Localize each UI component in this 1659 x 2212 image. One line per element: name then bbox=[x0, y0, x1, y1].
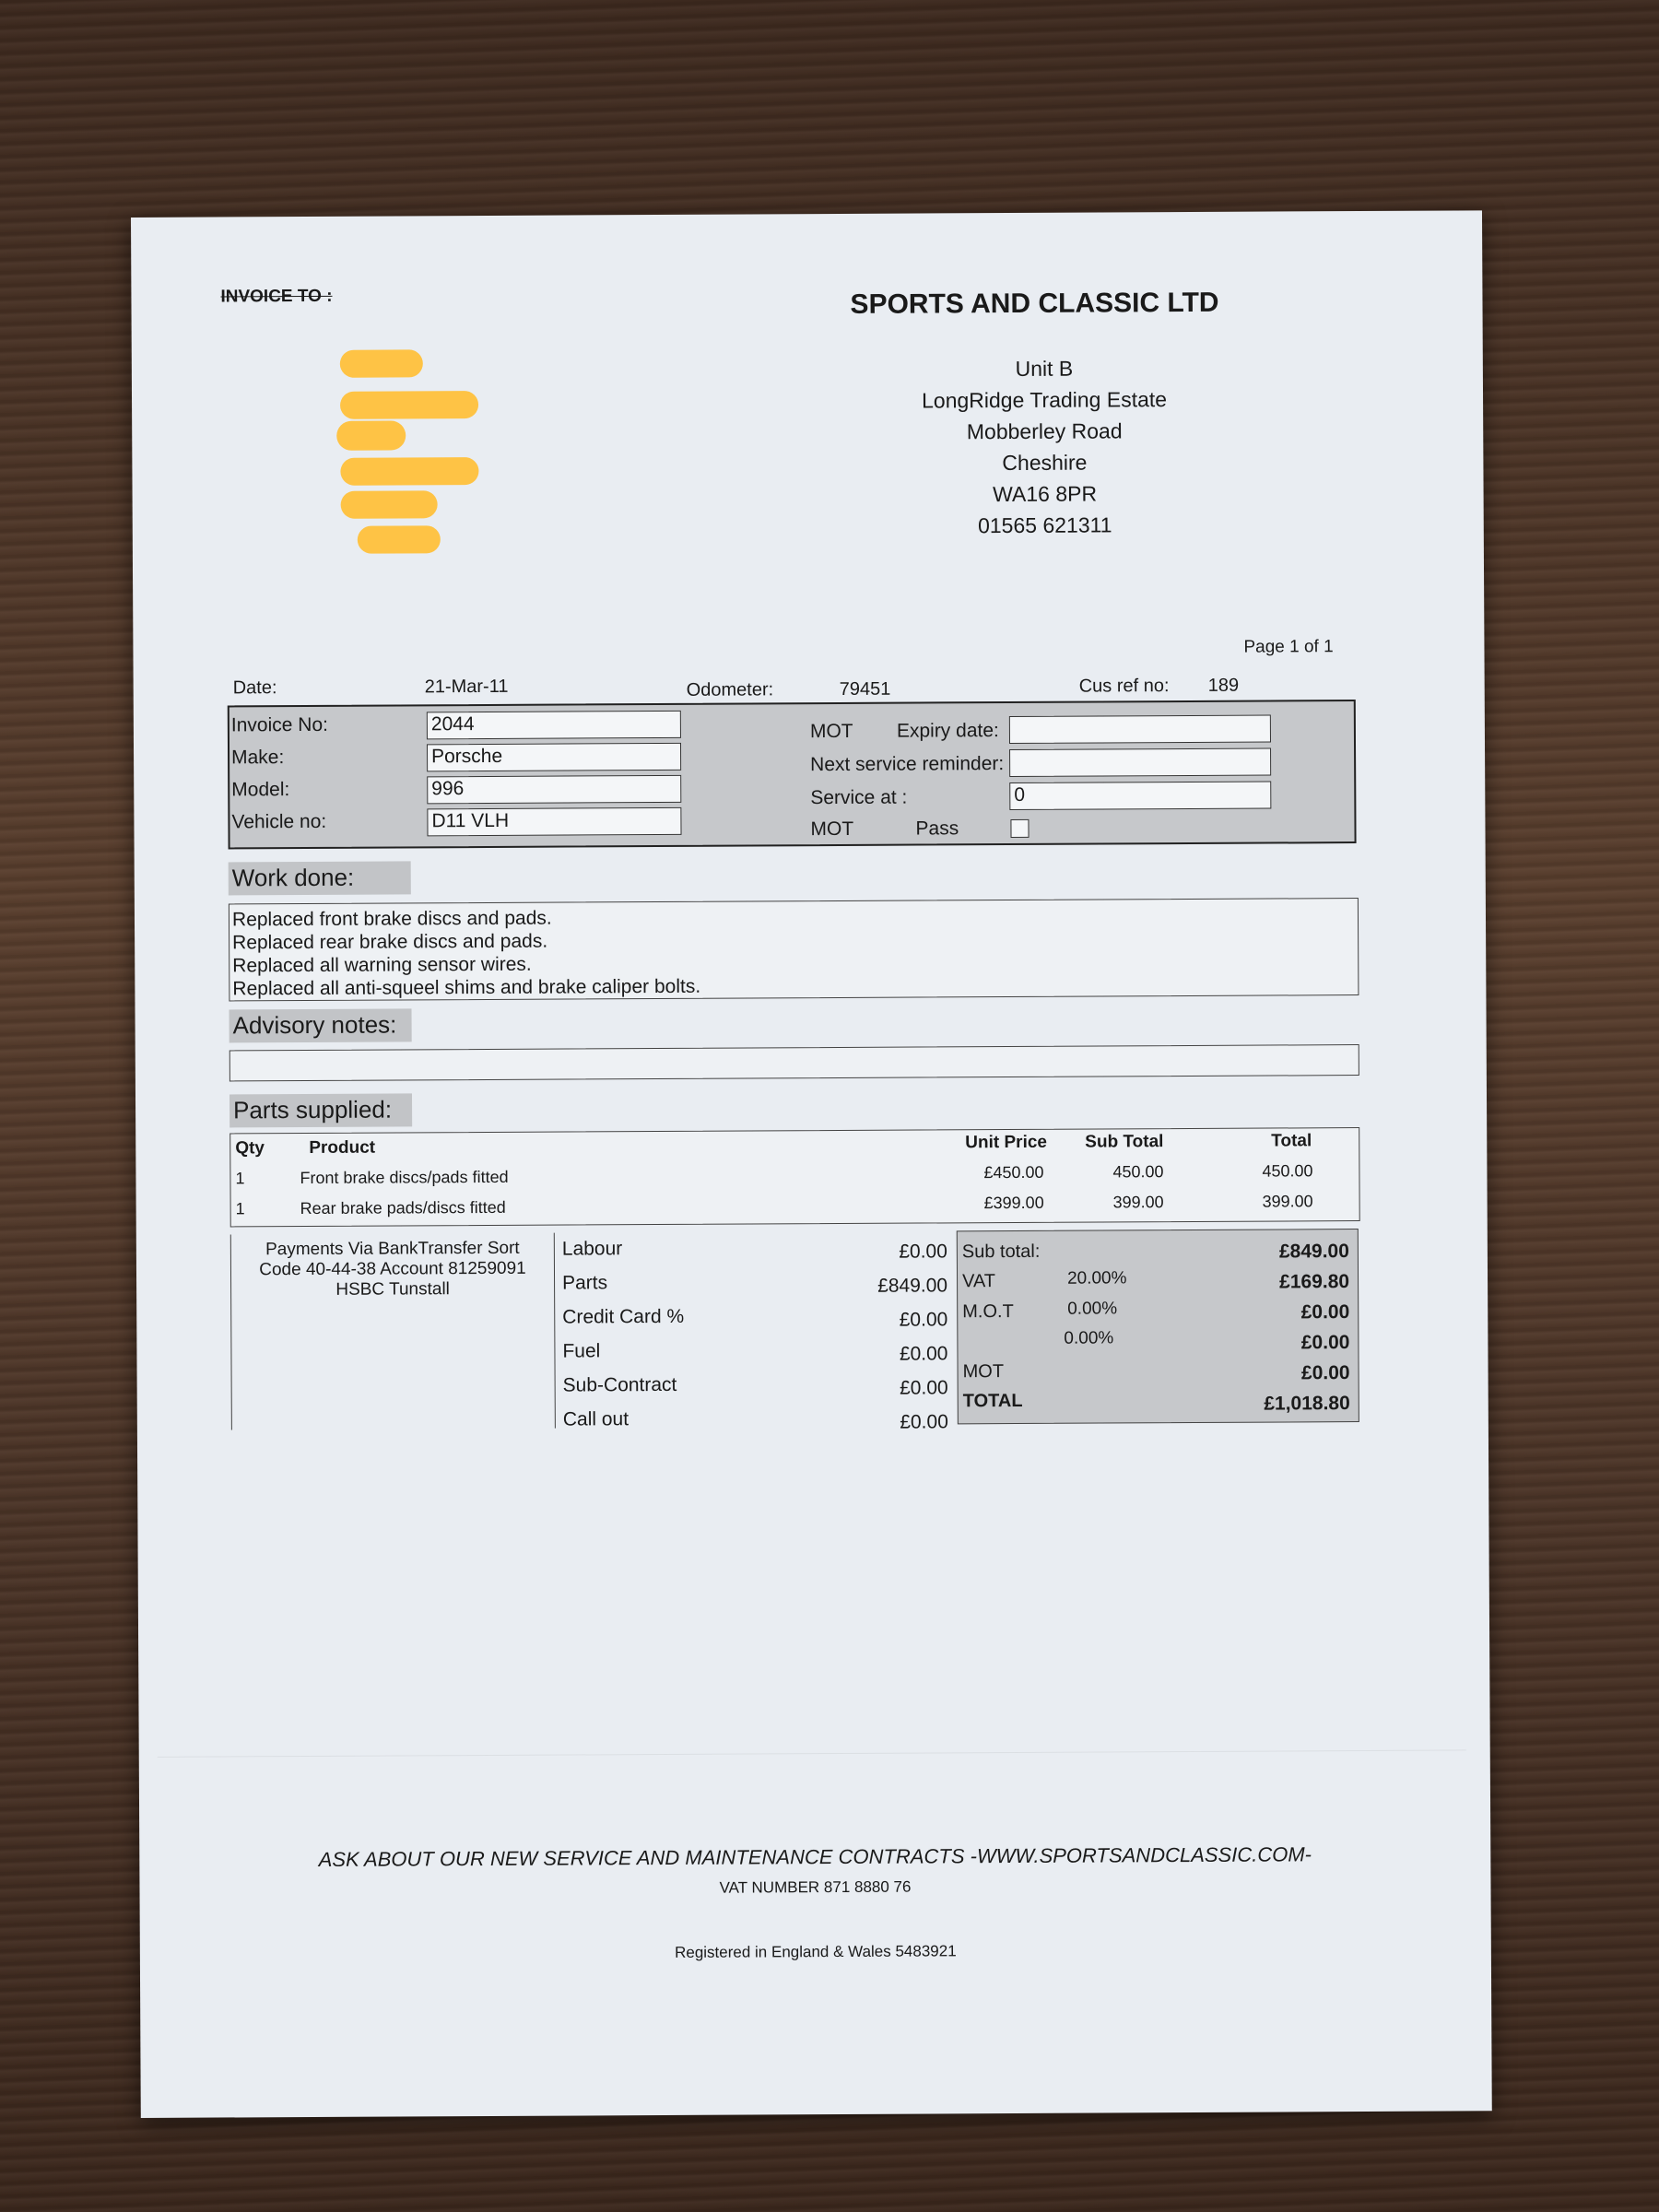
parts-row-qty: 1 bbox=[235, 1169, 245, 1188]
parts-row-sub-total: 399.00 bbox=[1112, 1193, 1164, 1212]
parts-row-total: 399.00 bbox=[1262, 1192, 1313, 1211]
redaction-mark bbox=[336, 420, 406, 450]
odometer-label: Odometer: bbox=[686, 679, 774, 700]
redaction-mark bbox=[341, 490, 438, 519]
cusref-value: 189 bbox=[1207, 675, 1240, 696]
address-line: Mobberley Road bbox=[966, 418, 1123, 444]
invoice-no-label: Invoice No: bbox=[230, 713, 329, 736]
redaction-mark bbox=[340, 349, 423, 377]
date-value: 21-Mar-11 bbox=[424, 676, 509, 698]
mot-pass-checkbox bbox=[1010, 819, 1029, 838]
charge-label: Call out bbox=[562, 1408, 629, 1430]
model-field: 996 bbox=[427, 775, 681, 804]
work-line: Replaced front brake discs and pads. bbox=[231, 907, 552, 931]
work-done-lines bbox=[232, 906, 700, 1001]
vehicle-no-label: Vehicle no: bbox=[231, 810, 327, 833]
date-label: Date: bbox=[232, 677, 277, 699]
vehicle-no-field: D11 VLH bbox=[427, 807, 681, 836]
charge-value: £0.00 bbox=[899, 1343, 948, 1365]
parts-header-sub-total: Sub Total bbox=[1085, 1132, 1164, 1152]
totals-values bbox=[1150, 1236, 1350, 1419]
mot-value: £0.00 bbox=[1300, 1301, 1350, 1324]
parts-row-product: Rear brake pads/discs fitted bbox=[300, 1197, 506, 1218]
address-line: WA16 8PR bbox=[993, 481, 1098, 507]
mot2-label: MOT bbox=[962, 1361, 1005, 1382]
footer-promo: ASK ABOUT OUR NEW SERVICE AND MAINTENANCE CONTRACTS -WWW.SPORTSANDCLASSIC.COM- bbox=[318, 1842, 1312, 1871]
parts-header-qty: Qty bbox=[235, 1138, 265, 1159]
vat-rate: 20.00% bbox=[1066, 1268, 1127, 1288]
payment-note-line: Payments Via BankTransfer Sort bbox=[265, 1238, 520, 1260]
parts-row-qty: 1 bbox=[235, 1199, 245, 1218]
vat-value: £169.80 bbox=[1279, 1271, 1350, 1293]
redaction-mark bbox=[358, 525, 441, 553]
mot-label: MOT bbox=[809, 720, 853, 743]
charge-value: £0.00 bbox=[899, 1241, 947, 1263]
payment-note-line: Code 40-44-38 Account 81259091 bbox=[259, 1258, 526, 1280]
parts-row-product: Front brake discs/pads fitted bbox=[300, 1167, 509, 1188]
charge-value: £849.00 bbox=[877, 1275, 948, 1297]
work-line: Replaced all warning sensor wires. bbox=[232, 953, 532, 977]
address-line: Unit B bbox=[1015, 356, 1074, 381]
mot2-value: £0.00 bbox=[1300, 1362, 1350, 1384]
advisory-heading: Advisory notes: bbox=[229, 1008, 412, 1042]
make-field: Porsche bbox=[427, 743, 681, 771]
company-address bbox=[888, 352, 1202, 542]
cusref-label: Cus ref no: bbox=[1078, 676, 1170, 697]
odometer-value: 79451 bbox=[839, 678, 891, 700]
parts-row-total: 450.00 bbox=[1262, 1161, 1313, 1181]
footer-registered: Registered in England & Wales 5483921 bbox=[675, 1942, 957, 1961]
parts-header-total: Total bbox=[1271, 1131, 1312, 1151]
blank-rate: 0.00% bbox=[1064, 1328, 1114, 1348]
parts-row-unit-price: £450.00 bbox=[983, 1162, 1044, 1182]
next-service-field bbox=[1009, 748, 1271, 777]
charge-value: £0.00 bbox=[900, 1411, 948, 1433]
footer-vat-number: VAT NUMBER 871 8880 76 bbox=[719, 1877, 912, 1897]
invoice-paper bbox=[131, 210, 1492, 2118]
parts-row-sub-total: 450.00 bbox=[1112, 1162, 1164, 1182]
vat-label: VAT bbox=[961, 1271, 996, 1292]
make-label: Make: bbox=[231, 747, 285, 769]
work-line: Replaced rear brake discs and pads. bbox=[232, 930, 548, 954]
fold-line bbox=[158, 1749, 1466, 1757]
expiry-label: Expiry date: bbox=[896, 720, 999, 742]
work-line: Replaced all anti-squeel shims and brake caliper bolts. bbox=[232, 975, 701, 1000]
address-line: Cheshire bbox=[1002, 450, 1088, 476]
model-label: Model: bbox=[231, 779, 290, 801]
total-value: £1,018.80 bbox=[1264, 1393, 1350, 1415]
parts-heading: Parts supplied: bbox=[229, 1093, 412, 1127]
charge-label: Sub-Contract bbox=[562, 1373, 677, 1396]
address-line: 01565 621311 bbox=[977, 512, 1112, 538]
parts-row-unit-price: £399.00 bbox=[983, 1193, 1044, 1213]
mot-rate: 0.00% bbox=[1067, 1299, 1118, 1319]
service-at-label: Service at : bbox=[810, 786, 908, 809]
service-at-field: 0 bbox=[1009, 782, 1271, 810]
next-service-label: Next service reminder: bbox=[810, 753, 1005, 776]
mot-pass-label: MOT bbox=[810, 818, 854, 841]
charge-value: £0.00 bbox=[900, 1377, 948, 1399]
charge-label: Fuel bbox=[562, 1340, 601, 1362]
charge-value: £0.00 bbox=[899, 1309, 948, 1331]
blank-value: £0.00 bbox=[1300, 1332, 1350, 1354]
charge-values bbox=[782, 1234, 948, 1440]
expiry-field bbox=[1009, 715, 1271, 744]
invoice-to-label: INVOICE TO : bbox=[220, 286, 333, 307]
charge-label: Credit Card % bbox=[562, 1305, 685, 1328]
company-name: SPORTS AND CLASSIC LTD bbox=[850, 287, 1219, 320]
pass-label: Pass bbox=[915, 818, 959, 840]
address-line: LongRidge Trading Estate bbox=[921, 387, 1168, 413]
charge-label: Labour bbox=[561, 1238, 623, 1260]
parts-header-unit-price: Unit Price bbox=[965, 1132, 1048, 1153]
advisory-box bbox=[229, 1044, 1359, 1081]
mot-total-label: M.O.T bbox=[962, 1301, 1014, 1323]
invoice-no-field: 2044 bbox=[427, 711, 681, 739]
charge-label: Parts bbox=[561, 1272, 608, 1294]
parts-header-product: Product bbox=[309, 1137, 376, 1159]
redaction-mark bbox=[340, 391, 478, 419]
work-done-heading: Work done: bbox=[229, 861, 411, 895]
page-indicator: Page 1 of 1 bbox=[1243, 637, 1334, 657]
payment-note bbox=[234, 1239, 551, 1301]
payment-note-line: HSBC Tunstall bbox=[335, 1279, 450, 1300]
subtotal-label: Sub total: bbox=[961, 1241, 1041, 1263]
subtotal-value: £849.00 bbox=[1278, 1241, 1349, 1263]
redaction-mark bbox=[340, 457, 478, 486]
total-label: TOTAL bbox=[962, 1390, 1023, 1412]
